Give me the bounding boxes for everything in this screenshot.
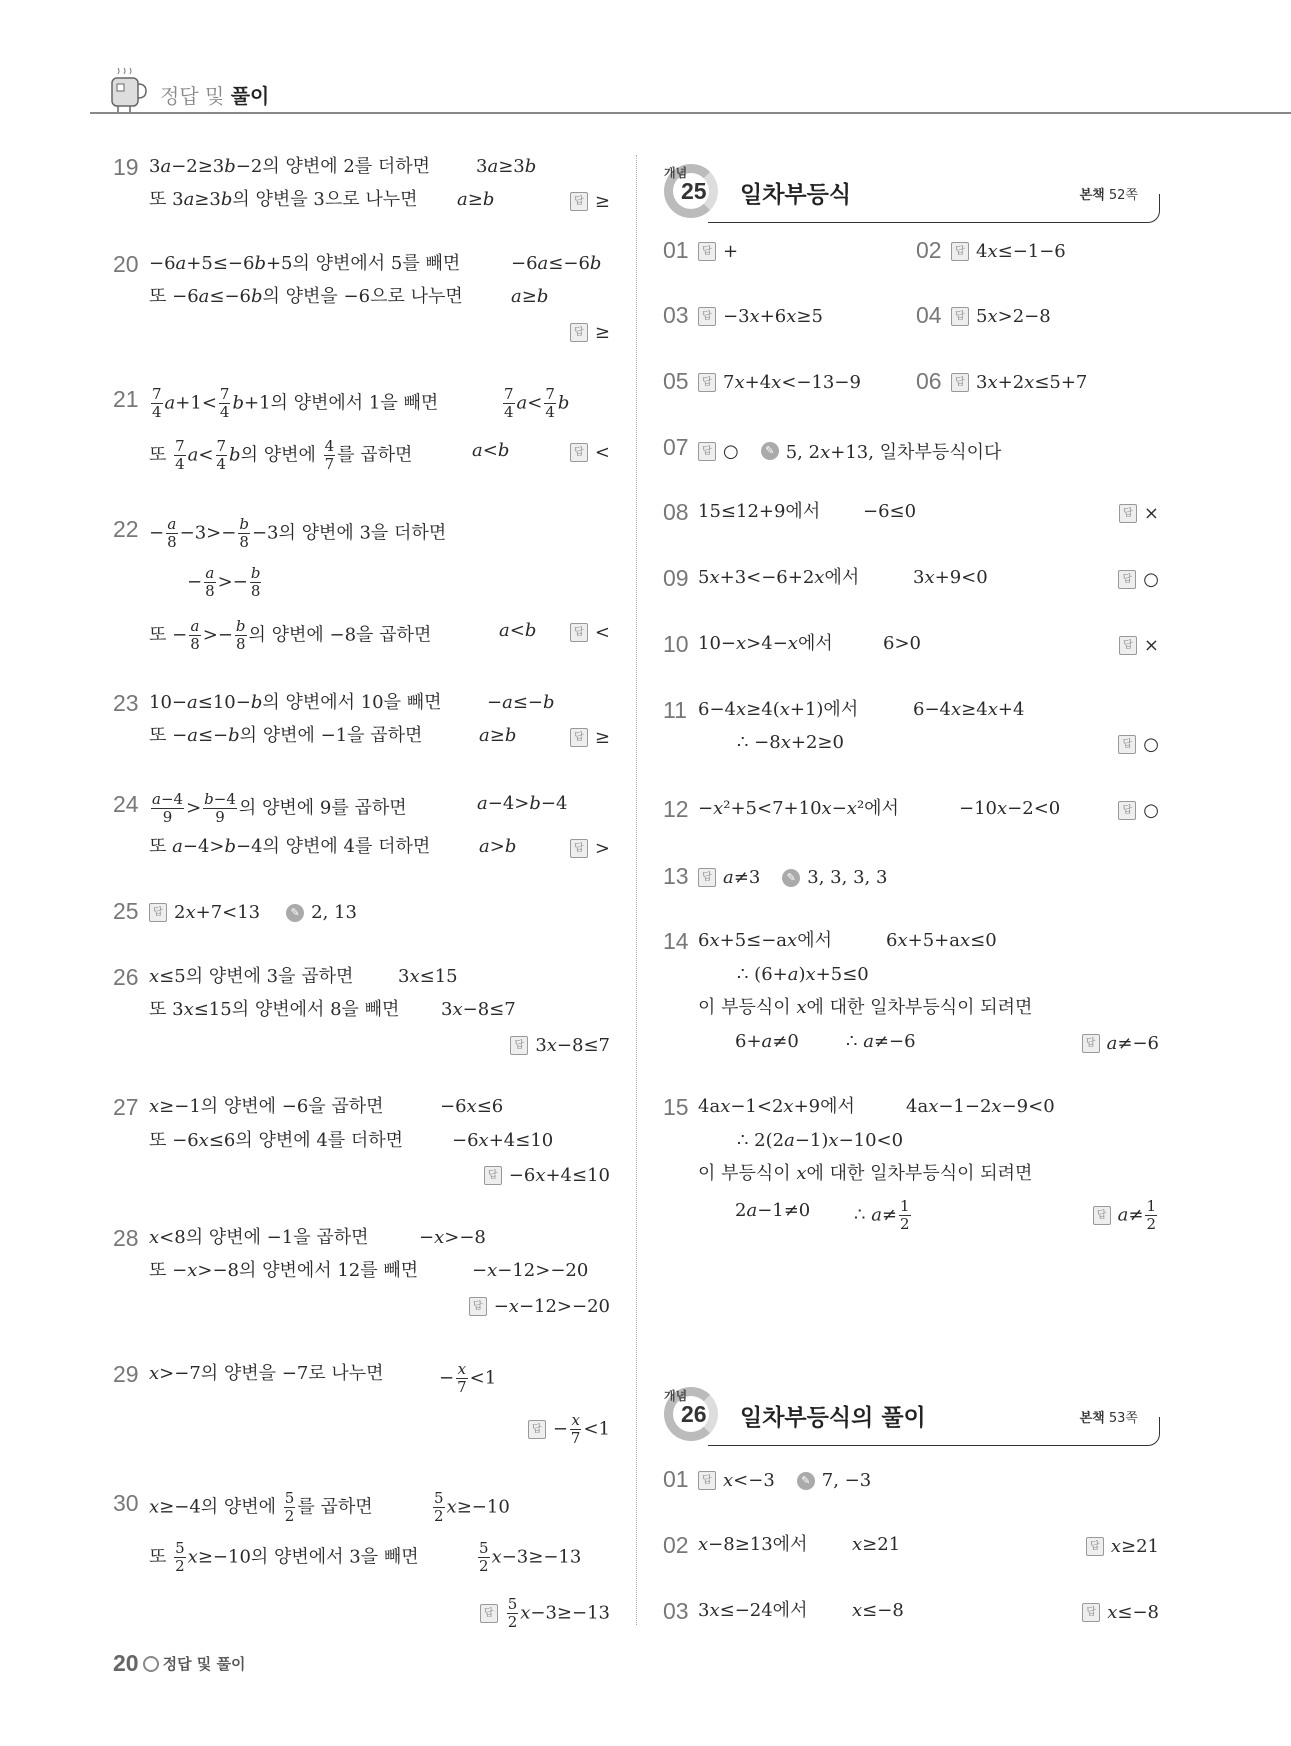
solution-result: a≥b [511, 286, 549, 307]
answer [528, 1412, 610, 1447]
answer-badge-icon: 답 [1082, 1603, 1100, 1622]
solution-line: −6a+5≤−6b+5의 양변에서 5를 빼면 [149, 253, 461, 274]
solution-result: x≤−8 [852, 1600, 904, 1621]
answer [1118, 569, 1159, 590]
solution-result: 4ax−1−2x−9<0 [906, 1096, 1055, 1117]
fraction: $\frac{b}{8}$ [235, 617, 246, 653]
answer [1093, 1198, 1159, 1233]
hint-pencil-icon: ✎ [797, 1472, 815, 1490]
answer [698, 1470, 871, 1491]
problem-number: 08 [663, 499, 689, 525]
concept-number: 26 [681, 1401, 707, 1427]
answer-badge-icon: 답 [570, 623, 588, 642]
reference-page: 53쪽 [1108, 1411, 1138, 1426]
fraction: $\frac{7}{4}$ [175, 437, 185, 473]
answer-badge-icon: 답 [570, 443, 588, 462]
answer-value: −3x+6x≥5 [723, 306, 823, 327]
solution-line: 10−a≤10−b의 양변에서 10을 빼면 [149, 692, 442, 713]
page-number: 20 [113, 1650, 139, 1676]
answer-badge-icon: 답 [570, 192, 588, 211]
solution-result: a>b [479, 836, 517, 857]
answer [951, 306, 1051, 327]
solution-line: − $\frac{a}{8}$ −3>− $\frac{b}{8}$ −3의 양변에 3을 더하면 [149, 515, 447, 551]
problem-number: 27 [113, 1094, 139, 1120]
solution-result: a≥b [457, 189, 495, 210]
answer-value: 7x+4x<−13−9 [723, 372, 861, 393]
fraction: $\frac{7}{4}$ [219, 385, 230, 421]
answer-value: a≠3 [723, 867, 761, 888]
solution-line: 또 −6x≤6의 양변에 4를 더하면 [149, 1130, 404, 1151]
fraction: $\frac{a}{8}$ [205, 564, 215, 600]
answer-value: 3x−8≤7 [535, 1035, 610, 1056]
answer [570, 727, 610, 748]
answer-value: 5x>2−8 [976, 306, 1051, 327]
solution-line: −x²+5<7+10x−x²에서 [698, 798, 899, 819]
problem-number: 07 [663, 434, 689, 460]
reference-label: 본책 [1079, 188, 1105, 203]
solution-result: 3x+9<0 [913, 567, 988, 588]
hint-value: 7, −3 [821, 1470, 872, 1491]
solution-line: x<8의 양변에 −1을 곱하면 [149, 1227, 369, 1248]
answer-value: −6x+4≤10 [508, 1165, 610, 1186]
answer-badge-icon: 답 [469, 1297, 487, 1316]
answer-value: x≥21 [1110, 1536, 1159, 1557]
solution-line: x−8≥13에서 [698, 1534, 808, 1555]
answer-value: ○ [723, 440, 739, 462]
solution-result: 6−4x≥4x+4 [913, 699, 1025, 720]
answer-value: ≥ [594, 191, 610, 212]
answer-value: x≤−8 [1107, 1602, 1159, 1623]
problem-number: 02 [663, 1532, 689, 1558]
answer [480, 1596, 610, 1631]
solution-result: a<b [472, 440, 510, 461]
section-title: 일차부등식의 풀이 [740, 1405, 926, 1431]
answer-badge-icon: 답 [570, 323, 588, 342]
solution-result: 3x≤15 [398, 966, 458, 987]
fraction: $\frac{7}{4}$ [545, 385, 555, 421]
solution-line: x≥−1의 양변에 −6을 곱하면 [149, 1096, 384, 1117]
answer-value: > [594, 838, 610, 859]
answer-badge-icon: 답 [698, 373, 716, 392]
answer-badge-icon: 답 [698, 868, 716, 887]
solution-result: 3a≥3b [476, 156, 537, 177]
problem-number: 13 [663, 863, 689, 889]
answer [570, 838, 610, 859]
answer-badge-icon: 답 [698, 442, 716, 461]
solution-result: −10x−2<0 [959, 798, 1061, 819]
problem-number: 28 [113, 1225, 139, 1251]
section-header-26 [664, 1387, 1160, 1447]
answer-badge-icon: 답 [570, 839, 588, 858]
solution-line: $\frac{a-4}{9}$ > $\frac{b-4}{9}$ 의 양변에 9를 곱하면 [152, 790, 407, 826]
page-footer [113, 1650, 246, 1677]
solution-line: ∴ (6+a)x+5≤0 [737, 964, 869, 985]
problem-number: 20 [113, 251, 139, 277]
fraction: $\frac{b-4}{9}$ [204, 790, 236, 826]
solution-result: a−4>b−4 [477, 793, 568, 814]
hint-pencil-icon: ✎ [286, 904, 304, 922]
problem-number: 01 [663, 237, 689, 263]
answer-badge-icon: 답 [1118, 570, 1136, 589]
solution-result: 6x+5+ax≤0 [886, 930, 997, 951]
section-header-25 [664, 164, 1160, 224]
problem-number: 15 [663, 1094, 689, 1120]
reference-page: 52쪽 [1108, 188, 1138, 203]
answer-badge-icon: 답 [698, 242, 716, 261]
solution-line: − $\frac{a}{8}$ >− $\frac{b}{8}$ [187, 564, 261, 600]
header-title-light: 정답 및 [160, 84, 225, 108]
solution-line: ∴ −8x+2≥0 [737, 732, 844, 753]
solution-line: 또 − $\frac{a}{8}$ >− $\frac{b}{8}$ 의 양변에 −8을 곱하면 [149, 617, 432, 653]
answer [1082, 1033, 1159, 1054]
solution-line: 2a−1≠0 [735, 1200, 811, 1221]
solution-line: x≥−4의 양변에 $\frac{5}{2}$ 를 곱하면 [149, 1489, 373, 1525]
problem-number: 21 [113, 386, 139, 412]
solution-result: x≥21 [852, 1534, 901, 1555]
solution-result: $\frac{5}{2}$ x−3≥−13 [479, 1539, 582, 1575]
solution-line: x>−7의 양변을 −7로 나누면 [149, 1363, 384, 1384]
solution-line: 10−x>4−x에서 [698, 633, 833, 654]
reference-label: 본책 [1079, 1411, 1105, 1426]
solution-line: 15≤12+9에서 [698, 501, 821, 522]
problem-number: 03 [663, 1598, 689, 1624]
answer-badge-icon: 답 [698, 1471, 716, 1490]
answer-badge-icon: 답 [951, 307, 969, 326]
solution-result: a≥b [479, 725, 517, 746]
answer [1118, 734, 1159, 755]
problem-number: 03 [663, 302, 689, 328]
tea-cup-icon [106, 66, 150, 114]
answer-badge-icon: 답 [484, 1166, 502, 1185]
answer-value: ≥ [594, 727, 610, 748]
answer-value: 2x+7<13 [174, 902, 261, 923]
fraction: $\frac{b}{8}$ [239, 515, 249, 551]
fraction: $\frac{5}{2}$ [284, 1489, 295, 1525]
answer-badge-icon: 답 [951, 373, 969, 392]
answer-value: ○ [1143, 800, 1159, 821]
answer [469, 1296, 610, 1317]
solution-line: ∴ 2(2a−1)x−10<0 [737, 1130, 904, 1151]
solution-line: 또 −x>−8의 양변에서 12를 빼면 [149, 1260, 419, 1281]
solution-result: − $\frac{x}{7}$ <1 [439, 1360, 497, 1396]
fraction: $\frac{1}{2}$ [900, 1197, 910, 1233]
answer-badge-icon: 답 [1119, 636, 1137, 655]
solution-line: 또 a−4>b−4의 양변에 4를 더하면 [149, 836, 431, 857]
problem-number: 01 [663, 1466, 689, 1492]
answer-badge-icon: 답 [149, 903, 167, 922]
answer-badge-icon: 답 [510, 1036, 528, 1055]
fraction: $\frac{a}{8}$ [167, 515, 177, 551]
answer-value: a≠ $\frac{1}{2}$ [1117, 1197, 1156, 1233]
fraction: $\frac{a-4}{9}$ [152, 790, 184, 826]
answer-value: −x−12>−20 [493, 1296, 610, 1317]
solution-result: −6x+4≤10 [452, 1130, 554, 1151]
problem-number: 19 [113, 154, 139, 180]
answer [484, 1165, 610, 1186]
fraction: $\frac{x}{7}$ [570, 1411, 581, 1447]
hint-pencil-icon: ✎ [782, 869, 800, 887]
solution-result: ∴ a≠ $\frac{1}{2}$ [854, 1197, 910, 1233]
fraction: $\frac{5}{2}$ [175, 1539, 185, 1575]
answer-value: − $\frac{x}{7}$ <1 [552, 1411, 610, 1447]
answer-badge-icon: 답 [1093, 1206, 1111, 1225]
solution-result: −x−12>−20 [472, 1260, 589, 1281]
concept-label: 개념 [664, 166, 688, 180]
answer [570, 442, 610, 463]
answer-value: 4x≤−1−6 [976, 241, 1066, 262]
answer-value: × [1143, 503, 1159, 524]
fraction: $\frac{x}{7}$ [457, 1360, 467, 1396]
solution-line: 또 3x≤15의 양변에서 8을 빼면 [149, 999, 400, 1020]
answer-badge-icon: 답 [1082, 1034, 1100, 1053]
answer-badge-icon: 답 [528, 1420, 546, 1439]
answer [570, 191, 610, 212]
answer [149, 902, 357, 923]
answer-badge-icon: 답 [1118, 801, 1136, 820]
solution-line: x≤5의 양변에 3을 곱하면 [149, 966, 354, 987]
answer [1082, 1602, 1159, 1623]
fraction: $\frac{b}{8}$ [250, 564, 261, 600]
fraction: $\frac{7}{4}$ [216, 437, 227, 473]
solution-result: $\frac{7}{4}$ a< $\frac{7}{4}$ b [504, 385, 570, 421]
fraction: $\frac{4}{7}$ [324, 437, 335, 473]
problem-number: 29 [113, 1361, 139, 1387]
answer-value: ○ [1143, 734, 1159, 755]
solution-line: 또 3a≥3b의 양변을 3으로 나누면 [149, 189, 418, 210]
answer [698, 438, 1001, 464]
page-header-title [160, 80, 269, 109]
answer-value: ○ [1143, 569, 1159, 590]
problem-number: 25 [113, 898, 139, 924]
problem-number: 22 [113, 516, 139, 542]
hint-value: 5, 2x+13, 일차부등식이다 [785, 442, 1002, 463]
answer-value: a≠−6 [1106, 1033, 1159, 1054]
problem-number: 04 [916, 302, 942, 328]
answer-value: < [594, 622, 610, 643]
solution-line: 3x≤−24에서 [698, 1600, 808, 1621]
solution-line: 5x+3<−6+2x에서 [698, 567, 860, 588]
textbook-reference [1080, 1407, 1138, 1426]
answer-badge-icon: 답 [1086, 1537, 1104, 1556]
section-title: 일차부등식 [740, 182, 852, 208]
answer-badge-icon: 답 [698, 307, 716, 326]
solution-line: 6x+5≤−ax에서 [698, 930, 832, 951]
header-title-bold: 풀이 [230, 84, 270, 108]
solution-result: 6>0 [883, 633, 921, 654]
answer-badge-icon: 답 [1119, 504, 1137, 523]
hint-value: 3, 3, 3, 3 [807, 867, 888, 888]
answer [570, 622, 610, 643]
answer-value: ≥ [594, 322, 610, 343]
problem-number: 30 [113, 1490, 139, 1516]
solution-line: 6+a≠0 [735, 1031, 799, 1052]
fraction: $\frac{5}{2}$ [434, 1489, 444, 1525]
solution-line: 이 부등식이 x에 대한 일차부등식이 되려면 [698, 997, 1033, 1018]
solution-line: 3a−2≥3b−2의 양변에 2를 더하면 [149, 156, 431, 177]
hint-value: 2, 13 [311, 902, 357, 923]
answer [1119, 503, 1159, 524]
concept-number: 25 [681, 178, 707, 204]
answer [951, 241, 1066, 262]
problem-number: 09 [663, 565, 689, 591]
solution-line: 또 $\frac{7}{4}$ a< $\frac{7}{4}$ b의 양변에 $\frac{4}{7}$ 를 곱하면 [149, 437, 413, 473]
solution-line: 또 −6a≤−6b의 양변을 −6으로 나누면 [149, 286, 463, 307]
answer-value: < [594, 442, 610, 463]
problem-number: 12 [663, 796, 689, 822]
problem-number: 05 [663, 368, 689, 394]
solution-result: −6x≤6 [440, 1096, 504, 1117]
fraction: $\frac{1}{2}$ [1146, 1197, 1156, 1233]
solution-result: 3x−8≤7 [441, 999, 516, 1020]
textbook-reference [1080, 184, 1138, 203]
problem-number: 06 [916, 368, 942, 394]
solution-line: 4ax−1<2x+9에서 [698, 1096, 855, 1117]
fraction: $\frac{5}{2}$ [507, 1595, 518, 1631]
answer-value: $\frac{5}{2}$ x−3≥−13 [507, 1595, 610, 1631]
answer-badge-icon: 답 [570, 728, 588, 747]
problem-number: 14 [663, 928, 689, 954]
fraction: $\frac{a}{8}$ [190, 617, 200, 653]
concept-label: 개념 [664, 1389, 688, 1403]
solution-result: $\frac{5}{2}$ x≥−10 [434, 1489, 510, 1525]
solution-result: −x>−8 [419, 1227, 486, 1248]
answer [698, 241, 738, 262]
solution-result: −6≤0 [863, 501, 917, 522]
problem-number: 11 [663, 697, 687, 723]
problem-number: 26 [113, 964, 139, 990]
answer-value: × [1143, 635, 1159, 656]
answer [1118, 800, 1159, 821]
solution-line: $\frac{7}{4}$ a+1< $\frac{7}{4}$ b+1의 양변에서 1을 빼면 [152, 385, 439, 421]
answer-value: 3x+2x≤5+7 [976, 372, 1088, 393]
hint-pencil-icon: ✎ [761, 442, 779, 460]
solution-line: 이 부등식이 x에 대한 일차부등식이 되려면 [698, 1163, 1033, 1184]
solution-result: ∴ a≠−6 [846, 1031, 916, 1052]
answer [570, 322, 610, 343]
answer [510, 1035, 610, 1056]
problem-number: 02 [916, 237, 942, 263]
problem-number: 24 [113, 791, 139, 817]
solution-result: −6a≤−6b [511, 253, 602, 274]
fraction: $\frac{5}{2}$ [479, 1539, 489, 1575]
footer-circle-icon [143, 1656, 159, 1672]
footer-label: 정답 및 풀이 [162, 1655, 246, 1673]
answer [698, 867, 887, 888]
header-rule [90, 112, 1291, 114]
solution-line: 6−4x≥4(x+1)에서 [698, 699, 859, 720]
answer-badge-icon: 답 [480, 1604, 498, 1623]
solution-line: 또 −a≤−b의 양변에 −1을 곱하면 [149, 725, 423, 746]
answer-badge-icon: 답 [1118, 735, 1136, 754]
answer-value: + [723, 241, 739, 262]
answer [951, 372, 1087, 393]
answer [698, 306, 823, 327]
column-divider [636, 155, 637, 1625]
solution-result: a<b [499, 620, 537, 641]
fraction: $\frac{7}{4}$ [152, 385, 162, 421]
answer [1119, 635, 1159, 656]
problem-number: 10 [663, 631, 689, 657]
solution-result: −a≤−b [487, 692, 555, 713]
problem-number: 23 [113, 690, 139, 716]
fraction: $\frac{7}{4}$ [504, 385, 514, 421]
answer [1086, 1536, 1159, 1557]
answer-value: x<−3 [723, 1470, 775, 1491]
solution-line: 또 $\frac{5}{2}$ x≥−10의 양변에서 3을 빼면 [149, 1539, 419, 1575]
answer [698, 372, 861, 393]
answer-badge-icon: 답 [951, 242, 969, 261]
